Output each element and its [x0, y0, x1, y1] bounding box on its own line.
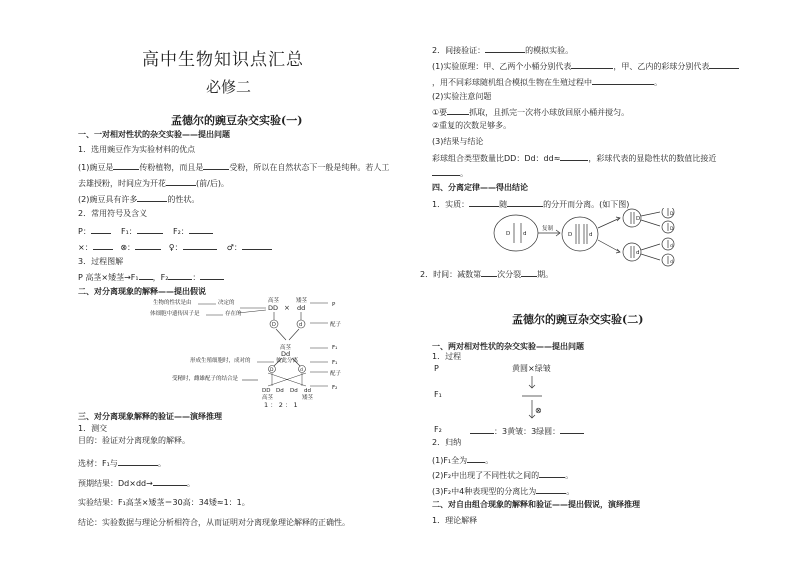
allele-label: d	[589, 232, 593, 238]
heading-5: 一、两对相对性状的杂交实验——提出问题	[432, 342, 584, 351]
text-line: (2)豌豆具有许多 的性状。	[78, 195, 200, 204]
cross-arrows	[512, 374, 552, 424]
blank	[166, 177, 196, 186]
phenotype-label: 矮茎	[302, 395, 314, 401]
blank	[183, 241, 217, 250]
genotype-label: DD	[268, 304, 279, 312]
symbol-line: ×： ⊗： ♀： ♂：	[78, 241, 272, 253]
text-line: (1)实验原理：甲、乙两个小桶分别代表 ，甲、乙内的彩球分别代表	[432, 60, 739, 72]
text-line: ②重复的次数足够多。	[432, 121, 512, 130]
text-line: 结论：实验数据与理论分析相符合，从而证明对分离现象理论解释的正确性。	[78, 518, 350, 527]
genotype-label: Dd	[290, 388, 298, 394]
phenotype-label: 高茎	[268, 298, 280, 304]
generation-label: P	[434, 364, 439, 373]
allele-label: D	[670, 212, 674, 217]
blank	[592, 76, 654, 85]
diagram-note: 受精时，雌雄配子的结合是	[172, 376, 239, 382]
phenotype-label: 矮茎	[296, 298, 308, 304]
blank	[153, 477, 187, 486]
text-line: 2．间接验证： 的模拟实验。	[432, 46, 574, 55]
allele-label: D	[670, 227, 674, 232]
blank	[560, 152, 588, 161]
meiosis-diagram	[492, 208, 732, 268]
cross-label: 黄圆×绿皱	[512, 364, 551, 373]
blank	[447, 106, 469, 115]
allele-label: D	[506, 231, 511, 237]
symbol-line: P： F₁： F₂：	[78, 225, 213, 237]
blank	[203, 161, 229, 170]
cell-shape	[494, 215, 538, 251]
text-line: 2．归纳	[432, 438, 462, 447]
heading-1: 一、一对相对性状的杂交实验——提出问题	[78, 130, 230, 139]
blank	[470, 425, 494, 434]
doc-title: 高中生物知识点汇总	[142, 50, 304, 70]
blank	[467, 454, 485, 463]
allele-label: d	[636, 250, 640, 256]
replication-label: 复制	[542, 226, 554, 232]
genotype-label: Dd	[281, 350, 291, 358]
section-title-2: 孟德尔的豌豆杂交实验(二)	[512, 313, 644, 326]
genotype-label: DD	[262, 388, 271, 394]
allele-label: d	[670, 244, 673, 249]
diagram-note: 存在的	[225, 311, 242, 317]
heading-3: 三、对分离现象解释的验证——演绎推理	[78, 412, 222, 421]
cross-symbol: ×	[284, 304, 290, 312]
text-line: (3)结果与结论	[432, 137, 484, 146]
blank	[200, 271, 224, 280]
blank	[539, 469, 565, 478]
blank	[137, 225, 163, 234]
selfing-symbol: ⊗	[535, 406, 542, 415]
text-line: 2．常用符号及含义	[78, 209, 148, 218]
text-line: 预期结果：Dd×dd→ 。	[78, 479, 195, 488]
genotype-label: dd	[297, 304, 306, 312]
allele-label: D	[568, 232, 573, 238]
diagram-note: 彼此分离	[276, 358, 299, 364]
generation-label: F₂	[332, 385, 338, 391]
genotype-label: Dd	[276, 388, 284, 394]
gamete-allele: D	[272, 322, 276, 328]
blank	[560, 425, 584, 434]
segregation-diagram	[78, 296, 396, 411]
blank	[481, 268, 497, 277]
text-line: 1．选用豌豆作为实验材料的优点	[78, 145, 196, 154]
gamete-allele: d	[300, 368, 303, 373]
text-line: 1．实质： 随 的分开而分离。(如下图)	[432, 200, 630, 209]
gamete-allele: d	[299, 322, 303, 328]
blank	[137, 193, 167, 202]
text-line: (1)豌豆是 传粉植物，而且是 受粉，所以在自然状态下一般是纯种。若人工	[78, 163, 390, 172]
generation-label: F₁	[332, 345, 338, 351]
blank	[485, 44, 525, 53]
allele-label: d	[523, 231, 527, 237]
text-line: (2)实验注意问题	[432, 92, 492, 101]
blank	[139, 271, 153, 280]
phenotype-label: 高茎	[280, 345, 292, 351]
heading-6: 二、对自由组合现象的解释和验证——提出假说，演绎推理	[432, 500, 640, 509]
text-line: 3．过程图解	[78, 257, 124, 266]
phenotype-label: 高茎	[262, 395, 274, 401]
text-line: (1)F₁全为 。	[432, 456, 494, 465]
text-line: 目的：验证对分离现象的解释。	[78, 436, 190, 445]
gamete-label: 配子	[330, 371, 342, 377]
blank	[571, 60, 613, 69]
text-line: 1．过程	[432, 352, 462, 361]
gamete-allele: D	[270, 368, 274, 373]
generation-label: F₁	[434, 390, 442, 399]
text-line: 2．时间：减数第 次分裂 期。	[420, 270, 554, 279]
allele-label: D	[636, 216, 641, 222]
allele-label: d	[670, 260, 673, 265]
blank	[93, 241, 113, 250]
blank	[507, 198, 543, 207]
generation-label: F₂	[434, 425, 442, 434]
blank	[91, 225, 111, 234]
diagram-note: 形成生殖细胞时，成对的	[190, 358, 251, 364]
diagram-note: 决定的	[218, 300, 235, 306]
genotype-label: dd	[304, 388, 311, 394]
generation-label: F₁	[332, 360, 338, 366]
blank	[113, 161, 139, 170]
blank	[432, 167, 460, 176]
heading-2: 二、对分离现象的解释——提出假说	[78, 287, 206, 296]
blank	[242, 241, 272, 250]
text-line: P 高茎×矮茎→F₁ ，F₂ ：	[78, 271, 224, 283]
text-line: 去雄授粉，时间应为开花 (前/后)。	[78, 179, 229, 188]
text-line: 选材：F₁与 。	[78, 459, 166, 468]
blank	[168, 271, 192, 280]
text-line: 1．理论解释	[432, 516, 478, 525]
diagram-note: 生物的性状是由	[153, 300, 192, 306]
gamete-label: 配子	[330, 322, 342, 328]
diagram-note: 体细胞中遗传因子是	[150, 311, 200, 317]
text-line: 彩球组合类型数量比DD：Dd：dd≈ ，彩球代表的显隐性状的数值比接近	[432, 154, 717, 163]
text-line: 1．测交	[78, 424, 108, 433]
text-line: ：3黄皱：3绿圆：	[470, 425, 584, 437]
generation-label: P	[332, 302, 336, 308]
text-line: (2)F₂中出现了不同性状之间的 。	[432, 471, 574, 480]
text-line: ①要 抓取，且抓完一次将小球放回原小桶并搅匀。	[432, 108, 630, 117]
blank	[469, 198, 499, 207]
text-line: 。	[432, 167, 468, 179]
text-line: (3)F₂中4种表现型的分离比为 。	[432, 487, 575, 496]
heading-4: 四、分离定律——得出结论	[432, 183, 528, 192]
blank	[536, 485, 566, 494]
text-line: 实验结果：F₁高茎×矮茎＝30高：34矮≈1：1。	[78, 498, 250, 507]
text-line: ，用不同彩球随机组合模拟生物在生殖过程中 。	[432, 78, 662, 87]
blank	[709, 60, 739, 69]
section-title-1: 孟德尔的豌豆杂交实验(一)	[171, 114, 303, 127]
blank	[189, 225, 213, 234]
ratio-label: 1 ： 2 ： 1	[264, 401, 298, 409]
blank	[135, 241, 161, 250]
blank	[521, 268, 537, 277]
blank	[118, 457, 158, 466]
doc-subtitle: 必修二	[206, 78, 252, 96]
